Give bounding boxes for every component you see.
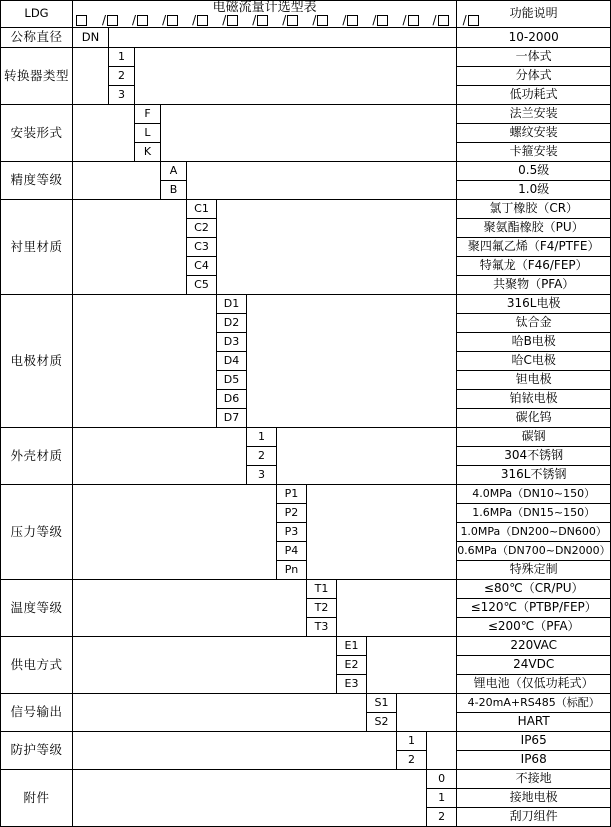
model-code-box[interactable] [408,15,419,26]
row-label-electrode: 电极材质 [1,295,73,428]
slash-separator: / [132,12,137,27]
spacer-cell [247,295,457,428]
code-electrode-1: D1 [217,295,247,314]
spacer-cell [73,105,135,162]
spacer-cell [135,48,457,105]
spacer-cell [277,428,457,485]
desc-electrode-4: 哈C电极 [457,352,611,371]
spacer-cell [73,637,337,694]
code-install-type-1: F [135,105,161,124]
spacer-cell [337,580,457,637]
slash-separator: / [462,12,467,27]
code-electrode-4: D4 [217,352,247,371]
desc-temperature-2: ≤120℃（PTBP/FEP） [457,599,611,618]
slash-separator: / [222,12,227,27]
spacer-cell [73,694,367,732]
desc-pressure-2: 1.6MPa（DN15~150） [457,504,611,523]
code-accuracy-2: B [161,181,187,200]
desc-temperature-3: ≤200℃（PFA） [457,618,611,637]
header-row [1,1,611,28]
code-install-type-3: K [135,143,161,162]
code-pressure-2: P2 [277,504,307,523]
desc-lining-4: 特氟龙（F46/FEP） [457,257,611,276]
spacer-cell [217,200,457,295]
model-code-box[interactable] [347,15,358,26]
model-code-box[interactable] [257,15,268,26]
desc-electrode-1: 316L电极 [457,295,611,314]
spacer-cell [73,580,307,637]
desc-protection-1: IP65 [457,732,611,751]
slash-separator: / [282,12,287,27]
code-electrode-5: D5 [217,371,247,390]
desc-accessory-2: 接地电极 [457,789,611,808]
code-electrode-2: D2 [217,314,247,333]
table-row-electrode-1 [1,295,611,314]
model-code-box[interactable] [227,15,238,26]
slash-separator: / [372,12,377,27]
code-temperature-2: T2 [307,599,337,618]
desc-lining-5: 共聚物（PFA） [457,276,611,295]
code-lining-3: C3 [187,238,217,257]
code-converter-type-3: 3 [109,86,135,105]
row-label-install-type: 安装形式 [1,105,73,162]
desc-housing-3: 316L不锈钢 [457,466,611,485]
table-row-converter-type-1 [1,48,611,67]
table-row-housing-1 [1,428,611,447]
desc-install-type-1: 法兰安装 [457,105,611,124]
code-protection-2: 2 [397,751,427,770]
row-label-protection: 防护等级 [1,732,73,770]
spacer-cell [73,48,109,105]
code-housing-2: 2 [247,447,277,466]
spacer-cell [73,770,427,827]
desc-accessory-3: 刮刀组件 [457,808,611,827]
model-code-box[interactable] [287,15,298,26]
model-code-box[interactable] [76,15,87,26]
code-electrode-7: D7 [217,409,247,428]
desc-housing-2: 304不锈钢 [457,447,611,466]
slash-separator: / [162,12,167,27]
desc-power-1: 220VAC [457,637,611,656]
code-pressure-4: P4 [277,542,307,561]
model-prefix-cell: LDG [1,1,73,28]
model-code-box[interactable] [468,15,479,26]
desc-nominal-diameter: 10-2000 [457,28,611,48]
code-power-3: E3 [337,675,367,694]
model-code-box[interactable] [167,15,178,26]
code-lining-5: C5 [187,276,217,295]
row-label-pressure: 压力等级 [1,485,73,580]
model-code-box[interactable] [317,15,328,26]
desc-electrode-3: 哈B电极 [457,333,611,352]
desc-temperature-1: ≤80℃（CR/PU） [457,580,611,599]
desc-signal-2: HART [457,713,611,732]
slash-separator: / [342,12,347,27]
code-accessory-1: 0 [427,770,457,789]
slash-separator: / [192,12,197,27]
spacer-cell [73,295,217,428]
code-lining-1: C1 [187,200,217,219]
spacer-cell [161,105,457,162]
row-label-housing: 外壳材质 [1,428,73,485]
row-label-nominal-diameter: 公称直径 [1,28,73,48]
slash-separator: / [312,12,317,27]
row-label-accuracy: 精度等级 [1,162,73,200]
row-label-signal: 信号输出 [1,694,73,732]
desc-converter-type-2: 分体式 [457,67,611,86]
desc-lining-2: 聚氨酯橡胶（PU） [457,219,611,238]
code-accuracy-1: A [161,162,187,181]
func-desc-header: 功能说明 [457,1,611,28]
code-protection-1: 1 [397,732,427,751]
desc-electrode-6: 铂铱电极 [457,390,611,409]
desc-power-2: 24VDC [457,656,611,675]
row-label-power: 供电方式 [1,637,73,694]
desc-housing-1: 碳钢 [457,428,611,447]
desc-power-3: 锂电池（仅低功耗式） [457,675,611,694]
spacer-cell [73,732,397,770]
code-pressure-3: P3 [277,523,307,542]
desc-accuracy-2: 1.0级 [457,181,611,200]
desc-converter-type-1: 一体式 [457,48,611,67]
table-row-lining-1 [1,200,611,219]
table-row-pressure-1 [1,485,611,504]
desc-pressure-4: 0.6MPa（DN700~DN2000） [457,542,611,561]
table-row-nominal-diameter [1,28,611,48]
desc-accuracy-1: 0.5级 [457,162,611,181]
row-label-lining: 衬里材质 [1,200,73,295]
spacer-cell [187,162,457,200]
table-title: 电磁流量计选型表 [212,0,317,15]
code-housing-3: 3 [247,466,277,485]
code-pressure-1: P1 [277,485,307,504]
desc-lining-1: 氯丁橡胶（CR） [457,200,611,219]
desc-pressure-5: 特殊定制 [457,561,611,580]
desc-converter-type-3: 低功耗式 [457,86,611,105]
code-lining-2: C2 [187,219,217,238]
row-label-converter-type: 转换器类型 [1,48,73,105]
code-accessory-2: 1 [427,789,457,808]
table-row-temperature-1 [1,580,611,599]
desc-pressure-1: 4.0MPa（DN10~150） [457,485,611,504]
desc-protection-2: IP68 [457,751,611,770]
table-row-accessory-1 [1,770,611,789]
model-code-box[interactable] [438,15,449,26]
row-label-temperature: 温度等级 [1,580,73,637]
spacer-cell [73,428,247,485]
desc-signal-1: 4-20mA+RS485（标配） [457,694,611,713]
code-power-2: E2 [337,656,367,675]
spacer-cell [397,694,457,732]
desc-install-type-2: 螺纹安装 [457,124,611,143]
code-electrode-3: D3 [217,333,247,352]
code-converter-type-1: 1 [109,48,135,67]
code-signal-1: S1 [367,694,397,713]
table-title-cell [73,0,467,28]
desc-lining-3: 聚四氟乙烯（F4/PTFE） [457,238,611,257]
row-label-accessory: 附件 [1,770,73,827]
model-code-box[interactable] [197,15,208,26]
code-accessory-3: 2 [427,808,457,827]
spacer-cell [73,485,277,580]
code-install-type-2: L [135,124,161,143]
code-dn: DN [73,28,109,48]
desc-electrode-7: 碳化钨 [457,409,611,428]
spacer-cell [367,637,457,694]
table-row-install-type-1 [1,105,611,124]
code-temperature-1: T1 [307,580,337,599]
spacer-cell [427,732,457,770]
desc-pressure-3: 1.0MPa（DN200~DN600） [457,523,611,542]
code-electrode-6: D6 [217,390,247,409]
code-temperature-3: T3 [307,618,337,637]
slash-separator: / [432,12,437,27]
slash-separator: / [252,12,257,27]
code-pressure-5: Pn [277,561,307,580]
model-code-box[interactable] [107,15,118,26]
spacer-cell [73,162,161,200]
slash-separator: / [102,12,107,27]
slash-separator: / [402,12,407,27]
model-code-boxes [73,12,467,27]
desc-electrode-5: 钽电极 [457,371,611,390]
code-converter-type-2: 2 [109,67,135,86]
desc-accessory-1: 不接地 [457,770,611,789]
model-code-box[interactable] [137,15,148,26]
code-signal-2: S2 [367,713,397,732]
code-lining-4: C4 [187,257,217,276]
code-power-1: E1 [337,637,367,656]
code-housing-1: 1 [247,428,277,447]
spacer-cell [109,28,457,48]
table-row-accuracy-1 [1,162,611,181]
table-row-power-1 [1,637,611,656]
table-row-protection-1 [1,732,611,751]
desc-electrode-2: 钛合金 [457,314,611,333]
desc-install-type-3: 卡箍安装 [457,143,611,162]
model-code-box[interactable] [377,15,388,26]
spacer-cell [73,200,187,295]
spacer-cell [307,485,457,580]
table-row-signal-1 [1,694,611,713]
